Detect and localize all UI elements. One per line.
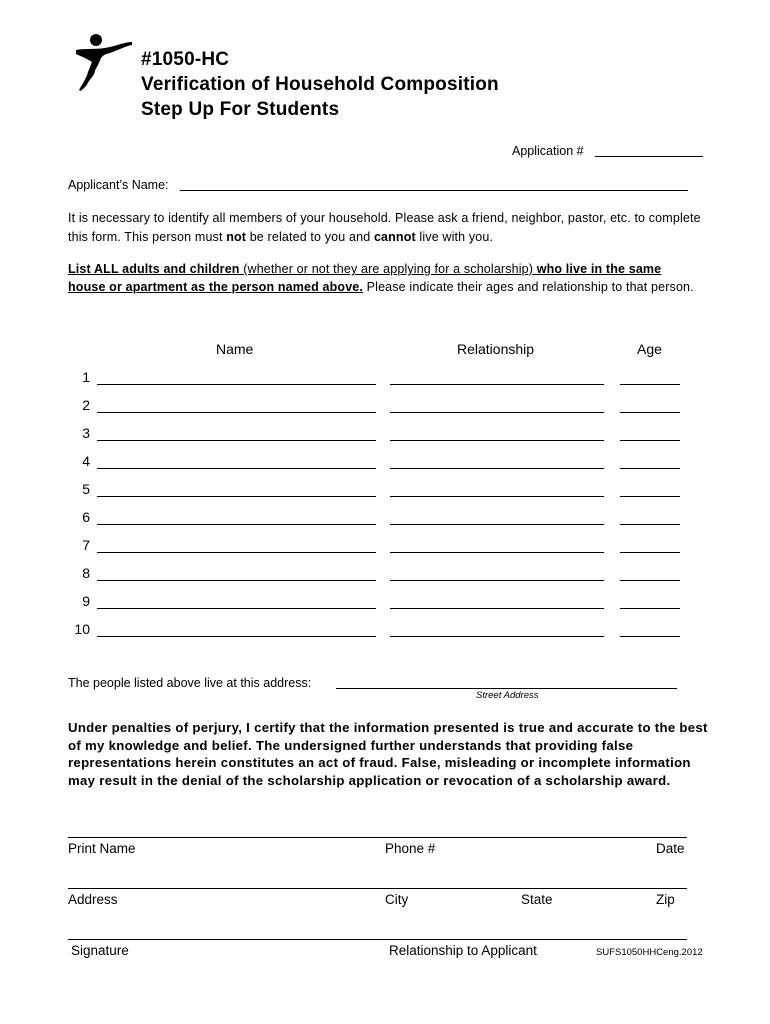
member-relationship-field[interactable]: [390, 524, 604, 525]
table-row: [0, 479, 770, 499]
signature-label: Signature: [71, 943, 129, 958]
row-number: 1: [82, 369, 90, 385]
member-age-field[interactable]: [620, 440, 680, 441]
member-relationship-field[interactable]: [390, 412, 604, 413]
table-row: [0, 423, 770, 443]
state-label: State: [521, 892, 553, 907]
member-age-field[interactable]: [620, 468, 680, 469]
application-number-field[interactable]: [595, 156, 703, 157]
form-code: SUFS1050HHCeng.2012: [596, 947, 703, 958]
column-header-name: Name: [216, 341, 254, 357]
relationship-to-applicant-label: Relationship to Applicant: [389, 943, 537, 958]
table-row: [0, 591, 770, 611]
street-address-field[interactable]: [336, 688, 677, 689]
intro-paragraph: It is necessary to identify all members of your household. Please ask a friend, neighbor, pastor, etc. to complete this form. This person must not be related to you and cannot live with you.: [68, 211, 701, 244]
row-number: 3: [82, 425, 90, 441]
table-row: [0, 535, 770, 555]
applicant-name-field[interactable]: [180, 190, 688, 191]
table-row: [0, 563, 770, 583]
member-relationship-field[interactable]: [390, 580, 604, 581]
row-number: 4: [82, 453, 90, 469]
date-label: Date: [656, 841, 685, 856]
signature-line[interactable]: [68, 939, 687, 940]
row-number: 7: [82, 537, 90, 553]
row-number: 8: [82, 565, 90, 581]
address-line[interactable]: [68, 888, 687, 889]
member-relationship-field[interactable]: [390, 440, 604, 441]
applicant-name-label: Applicant’s Name:: [68, 178, 169, 192]
member-name-field[interactable]: [97, 552, 376, 553]
member-age-field[interactable]: [620, 496, 680, 497]
table-row: [0, 507, 770, 527]
table-row: [0, 451, 770, 471]
member-age-field[interactable]: [620, 580, 680, 581]
street-address-caption: Street Address: [476, 690, 539, 701]
member-relationship-field[interactable]: [390, 496, 604, 497]
row-number: 10: [74, 621, 90, 637]
form-title: Verification of Household Composition: [141, 74, 499, 95]
organization-logo: [72, 28, 134, 98]
organization-name: Step Up For Students: [141, 99, 340, 120]
row-number: 6: [82, 509, 90, 525]
table-row: [0, 367, 770, 387]
member-relationship-field[interactable]: [390, 608, 604, 609]
member-name-field[interactable]: [97, 468, 376, 469]
print-name-line[interactable]: [68, 837, 687, 838]
table-row: [0, 395, 770, 415]
print-name-label: Print Name: [68, 841, 136, 856]
member-name-field[interactable]: [97, 412, 376, 413]
application-number-label: Application #: [512, 144, 584, 158]
member-age-field[interactable]: [620, 608, 680, 609]
member-relationship-field[interactable]: [390, 468, 604, 469]
address-field-label: Address: [68, 892, 118, 907]
member-age-field[interactable]: [620, 552, 680, 553]
phone-label: Phone #: [385, 841, 436, 856]
city-label: City: [385, 892, 409, 907]
column-header-age: Age: [637, 341, 662, 357]
table-row: [0, 619, 770, 639]
running-figure-icon: [72, 28, 134, 98]
row-number: 9: [82, 593, 90, 609]
member-age-field[interactable]: [620, 524, 680, 525]
row-number: 2: [82, 397, 90, 413]
member-name-field[interactable]: [97, 524, 376, 525]
perjury-declaration: Under penalties of perjury, I certify that the information presented is true and accurate to the best of my knowledge and belief. The undersigned further understands that providing false representations herein constitutes an act of fraud. False, misleading or incomplete information may result in the denial of the scholarship application or revocation of a scholarship award.: [68, 720, 708, 788]
member-name-field[interactable]: [97, 384, 376, 385]
row-number: 5: [82, 481, 90, 497]
member-name-field[interactable]: [97, 496, 376, 497]
member-name-field[interactable]: [97, 636, 376, 637]
member-relationship-field[interactable]: [390, 636, 604, 637]
member-age-field[interactable]: [620, 384, 680, 385]
member-name-field[interactable]: [97, 440, 376, 441]
member-relationship-field[interactable]: [390, 384, 604, 385]
member-name-field[interactable]: [97, 580, 376, 581]
address-label: The people listed above live at this address:: [68, 676, 312, 690]
zip-label: Zip: [656, 892, 675, 907]
member-relationship-field[interactable]: [390, 552, 604, 553]
member-age-field[interactable]: [620, 636, 680, 637]
member-name-field[interactable]: [97, 608, 376, 609]
form-number: #1050-HC: [141, 49, 230, 70]
column-header-relationship: Relationship: [457, 341, 535, 357]
member-age-field[interactable]: [620, 412, 680, 413]
instructions-paragraph: List ALL adults and children (whether or not they are applying for a scholarship) who live in the same house or apartment as the person named above. Please indicate their ages and relationship to that person.: [68, 262, 694, 294]
